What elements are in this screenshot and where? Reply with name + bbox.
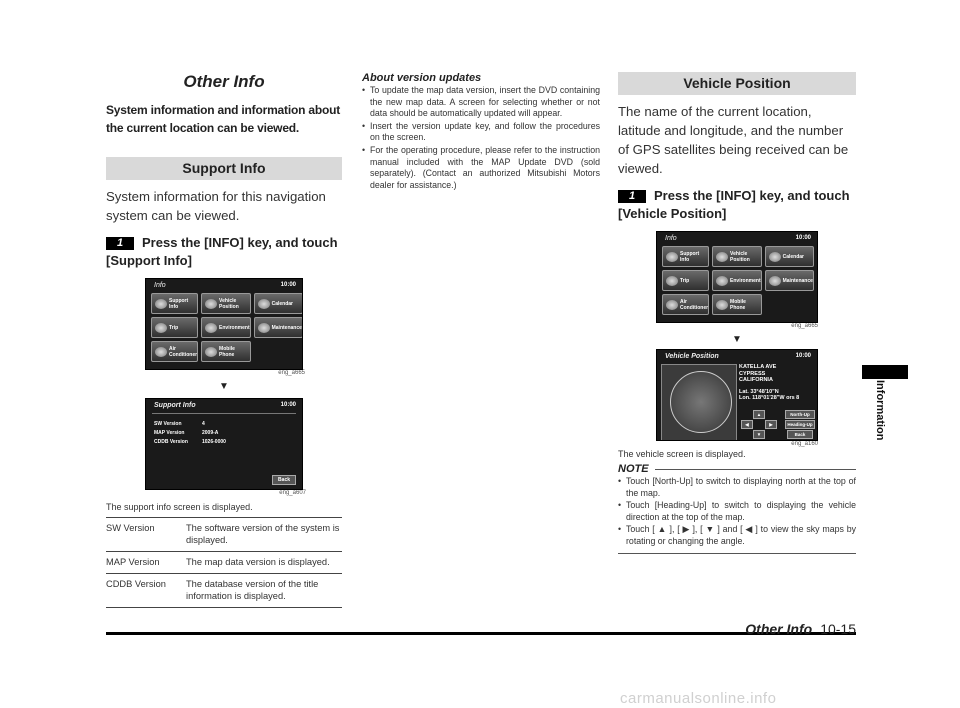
menu-grid [662, 246, 812, 315]
compass-icon [716, 252, 728, 262]
menu-mobile-phone: Mobile Phone [201, 341, 251, 362]
menu-air-conditioner: Air Conditioner [662, 294, 709, 315]
menu-environment: Environment [201, 317, 251, 338]
caption-code: eng_a607 [279, 490, 306, 496]
map-version-row: MAP Version 2009-A [154, 430, 219, 436]
footer [745, 621, 856, 637]
wrench-icon [258, 323, 270, 333]
step-text: Press the [INFO] key, and touch [Support Info] [106, 235, 338, 268]
note-label: NOTE [618, 463, 649, 475]
screen-clock: 10:00 [795, 353, 811, 359]
menu-environment: Environment [712, 270, 762, 291]
caption-code: eng_a665 [278, 370, 305, 376]
up-arrow-icon: ▲ [753, 410, 765, 419]
screen-clock: 10:00 [280, 282, 296, 288]
divider [618, 553, 856, 554]
heading-up-button: Heading-Up [785, 420, 815, 429]
screen-clock: 10:00 [795, 235, 811, 241]
left-arrow-icon: ◀ [741, 420, 753, 429]
menu-trip: Trip [151, 317, 198, 338]
caption-code: eng_a665 [791, 323, 818, 329]
calendar-icon [769, 252, 781, 262]
list-item: • Insert the version update key, and follow the procedures on the screen. [362, 121, 600, 144]
info-icon [155, 299, 167, 309]
menu-maintenance: Maintenance [765, 270, 814, 291]
back-button: Back [272, 475, 296, 485]
arrow-down-icon: ▼ [732, 334, 742, 345]
chapter-label: Information [874, 380, 886, 441]
list-item: • To update the map data version, insert the DVD containing the new map data. A screen for selecting whether or not data should be automatically updated will appear. [362, 85, 600, 120]
page-number: 10-15 [820, 621, 856, 637]
location-info: KATELLA AVE CYPRESS CALIFORNIA Lat. 33°48'10"N Lon. 118°01'28"W ors 8 [739, 364, 800, 401]
menu-support-info: Support Info [151, 293, 198, 314]
divider [152, 413, 296, 414]
left-column [106, 68, 342, 608]
menu-mobile-phone: Mobile Phone [712, 294, 762, 315]
menu-support-info: Support Info [662, 246, 709, 267]
vehicle-result-text: The vehicle screen is displayed. [618, 449, 746, 459]
support-result-text: The support info screen is displayed. [106, 502, 253, 512]
info-screen-image [656, 231, 818, 323]
divider [655, 469, 856, 470]
list-item: • Touch [ ▲ ], [ ▶ ], [ ▼ ] and [ ◀ ] to view the sky maps by rotating or changing the angle. [618, 524, 856, 547]
list-item: • For the operating procedure, please refer to the instruction manual included with the MAP Update DVD (sold separately). (Contact an authorized Mitsubishi Motors dealer for assistance.) [362, 145, 600, 191]
step-text: Press the [INFO] key, and touch [Vehicle Position] [618, 188, 850, 221]
phone-icon [716, 300, 728, 310]
fan-icon [155, 347, 167, 357]
sky-map [661, 364, 737, 441]
table-row: SW Version The software version of the system is displayed. [106, 518, 342, 552]
footer-rule [106, 632, 856, 635]
support-info-body: System information for this navigation system can be viewed. [106, 189, 326, 223]
info-icon [666, 252, 678, 262]
menu-vehicle-position: Vehicle Position [712, 246, 762, 267]
arrow-down-icon: ▼ [219, 381, 229, 392]
definition-table [106, 517, 342, 608]
screen-title: Info [665, 235, 677, 242]
caption-code: eng_a160 [791, 441, 818, 447]
cddb-version-row: CDDB Version 1026-0000 [154, 439, 226, 445]
phone-icon [205, 347, 217, 357]
note-header [618, 463, 856, 475]
calendar-icon [258, 299, 270, 309]
leaf-icon [205, 323, 217, 333]
support-step [106, 234, 342, 270]
right-arrow-icon: ▶ [765, 420, 777, 429]
menu-air-conditioner: Air Conditioner [151, 341, 198, 362]
info-screen-image [145, 278, 303, 370]
menu-trip: Trip [662, 270, 709, 291]
screen-title: Info [154, 282, 166, 289]
vehicle-position-screen-image [656, 349, 818, 441]
list-item: • Touch [North-Up] to switch to displaying north at the top of the map. [618, 476, 856, 499]
satellite-globe-icon [670, 371, 732, 433]
step-number: 1 [106, 237, 134, 250]
menu-vehicle-position: Vehicle Position [201, 293, 251, 314]
list-item: • Touch [Heading-Up] to switch to displaying the vehicle direction at the top of the map. [618, 500, 856, 523]
menu-maintenance: Maintenance [254, 317, 303, 338]
step-number: 1 [618, 190, 646, 203]
down-arrow-icon: ▼ [753, 430, 765, 439]
intro-text: System information and information about the current location can be viewed. [106, 103, 341, 135]
middle-column [362, 68, 600, 191]
menu-grid [151, 293, 302, 362]
screen-title: Support Info [154, 402, 196, 409]
chapter-tab [862, 365, 908, 379]
north-up-button: North-Up [785, 410, 815, 419]
trip-icon [666, 276, 678, 286]
vehicle-step [618, 187, 856, 223]
support-info-heading: Support Info [106, 157, 342, 180]
leaf-icon [716, 276, 728, 286]
vehicle-position-body: The name of the current location, latitude and longitude, and the number of GPS satellites being received can be viewed. [618, 104, 849, 176]
compass-icon [205, 299, 217, 309]
trip-icon [155, 323, 167, 333]
right-column [618, 68, 856, 554]
table-row: MAP Version The map data version is displayed. [106, 552, 342, 574]
screen-clock: 10:00 [280, 402, 296, 408]
screen-title: Vehicle Position [665, 353, 719, 360]
version-updates-heading: About version updates [362, 72, 482, 84]
vehicle-position-heading: Vehicle Position [618, 72, 856, 95]
footer-title: Other Info [745, 621, 813, 637]
notes-list [618, 476, 856, 548]
version-updates-list [362, 85, 600, 191]
wrench-icon [769, 276, 781, 286]
menu-calendar: Calendar [765, 246, 814, 267]
menu-calendar: Calendar [254, 293, 303, 314]
page-title: Other Info [183, 72, 265, 91]
table-row: CDDB Version The database version of the title information is displayed. [106, 574, 342, 608]
fan-icon [666, 300, 678, 310]
watermark: carmanualsonline.info [620, 690, 777, 707]
back-button: Back [787, 430, 813, 439]
support-info-screen-image [145, 398, 303, 490]
sw-version-row: SW Version 4 [154, 421, 205, 427]
